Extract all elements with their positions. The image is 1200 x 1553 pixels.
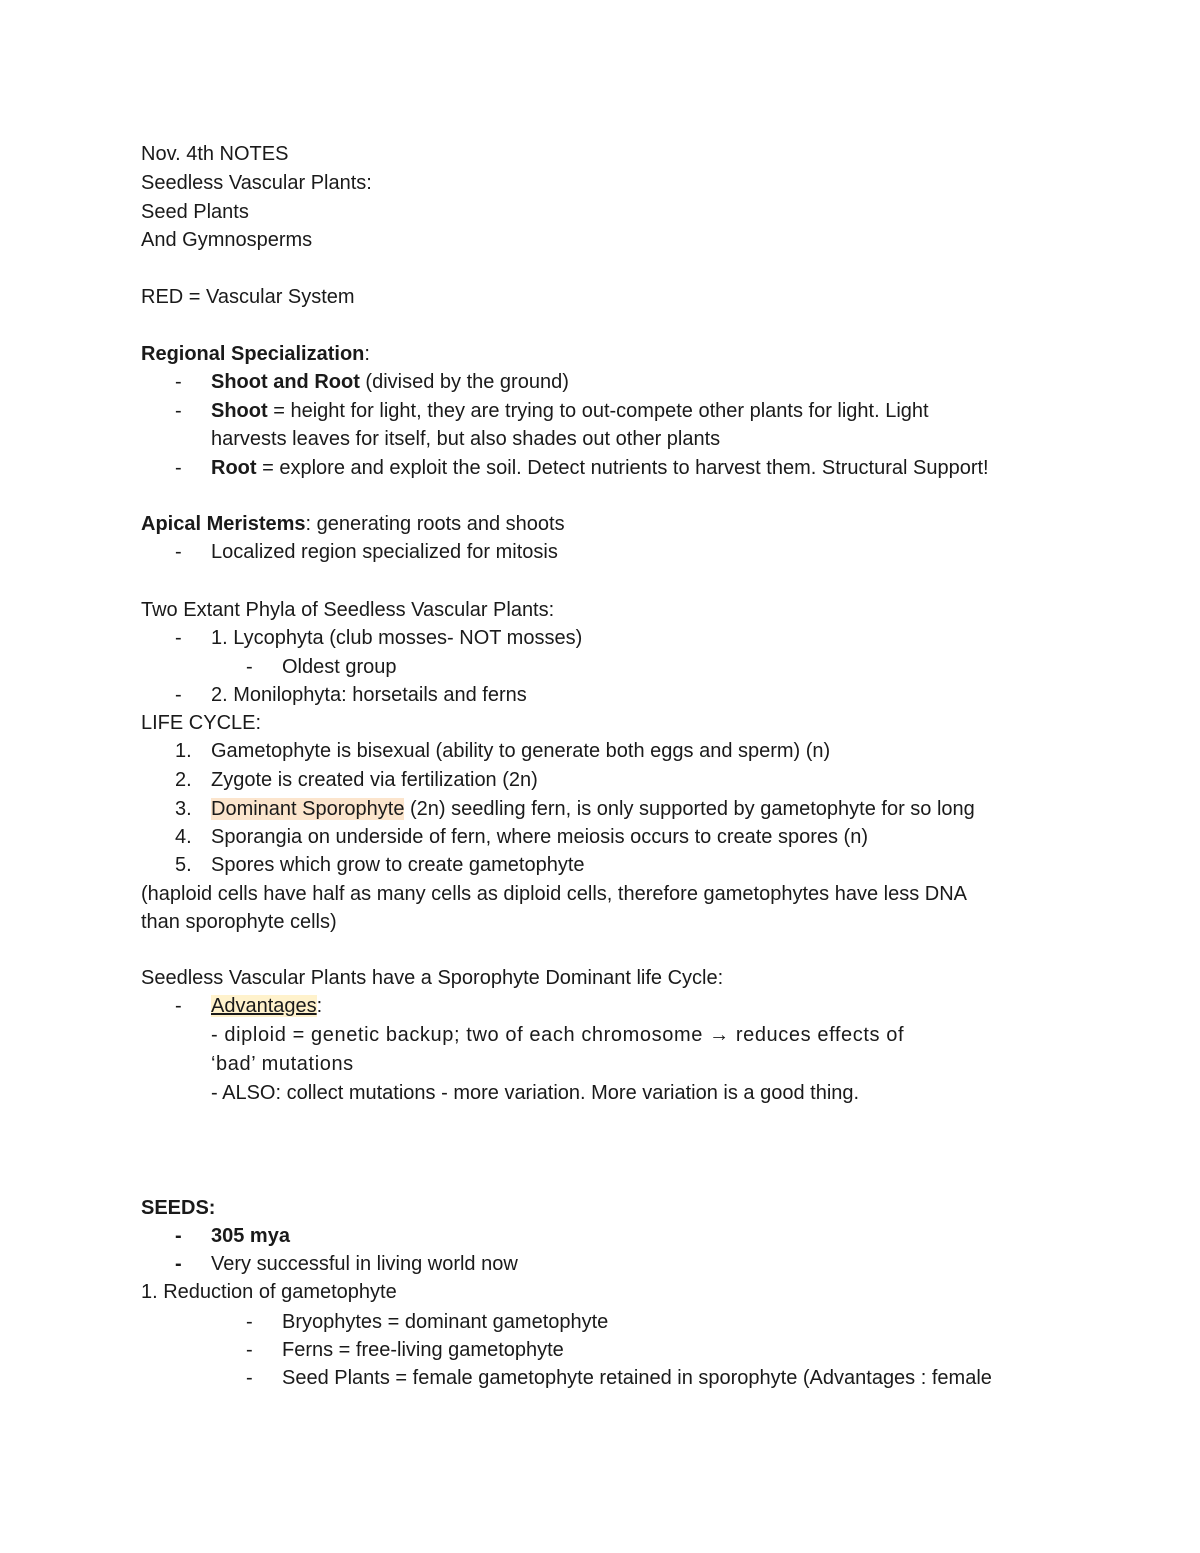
item-text: = height for light, they are trying to out-compete other plants for light. Light	[267, 400, 929, 422]
advantages-label: Advantages	[211, 995, 317, 1017]
list-item	[211, 992, 322, 1020]
list-item: 2. Monilophyta: horsetails and ferns	[211, 684, 527, 706]
list-number: 2.	[175, 769, 192, 791]
bullet-marker: -	[246, 1339, 253, 1361]
bullet-marker: -	[175, 627, 182, 649]
bullet-marker: -	[246, 1311, 253, 1333]
advantage-line-1: - diploid = genetic backup; two of each chromosome → reduces effects of	[211, 1024, 905, 1046]
list-number: 5.	[175, 854, 192, 876]
bullet-marker: -	[175, 995, 182, 1017]
apical-heading-line	[141, 510, 565, 538]
list-item	[211, 795, 975, 823]
list-item	[211, 454, 989, 482]
item-text: (divised by the ground)	[359, 371, 569, 393]
bullet-marker: -	[246, 656, 253, 678]
sub-list-item: Seed Plants = female gametophyte retained in sporophyte (Advantages : female	[282, 1367, 992, 1389]
regional-heading: Regional Specialization	[141, 343, 365, 365]
list-item: Localized region specialized for mitosis	[211, 541, 558, 563]
item-text: (2n) seedling fern, is only supported by gametophyte for so long	[404, 798, 975, 820]
apical-heading: Apical Meristems	[141, 513, 306, 535]
term-shoot-and-root: Shoot and Root	[211, 371, 360, 393]
list-number: 3.	[175, 798, 192, 820]
advantage-line-2: ‘bad’ mutations	[211, 1053, 354, 1075]
bullet-marker: -	[175, 541, 182, 563]
bullet-marker: -	[175, 371, 182, 393]
term-shoot: Shoot	[211, 400, 268, 422]
list-item: Gametophyte is bisexual (ability to generate both eggs and sperm) (n)	[211, 740, 831, 762]
list-item-continuation: harvests leaves for itself, but also shades out other plants	[211, 428, 721, 450]
notes-date: Nov. 4th NOTES	[141, 143, 289, 165]
color-legend: RED = Vascular System	[141, 286, 355, 308]
bullet-marker: -	[175, 1225, 182, 1247]
sub-list-item: Oldest group	[282, 656, 397, 678]
regional-heading-line	[141, 340, 370, 368]
phyla-heading: Two Extant Phyla of Seedless Vascular Plants:	[141, 599, 555, 621]
bullet-marker: -	[175, 457, 182, 479]
list-item: 305 mya	[211, 1225, 290, 1247]
note-line-1: (haploid cells have half as many cells as diploid cells, therefore gametophytes have less DNA	[141, 883, 967, 905]
note-line-2: than sporophyte cells)	[141, 911, 337, 933]
title-line-3: And Gymnosperms	[141, 229, 313, 251]
list-item: 1. Lycophyta (club mosses- NOT mosses)	[211, 627, 583, 649]
list-item: Spores which grow to create gametophyte	[211, 854, 585, 876]
list-item: Very successful in living world now	[211, 1253, 518, 1275]
bullet-marker: -	[246, 1367, 253, 1389]
advantage-line-3: - ALSO: collect mutations - more variation. More variation is a good thing.	[211, 1082, 860, 1104]
list-item	[211, 397, 929, 425]
advantages-colon: :	[316, 995, 323, 1017]
highlighted-term: Dominant Sporophyte	[211, 798, 405, 820]
term-root: Root	[211, 457, 257, 479]
regional-heading-colon: :	[364, 343, 370, 365]
sub-list-item: Bryophytes = dominant gametophyte	[282, 1311, 609, 1333]
bullet-marker: -	[175, 400, 182, 422]
title-line-2: Seed Plants	[141, 201, 249, 223]
list-item: Sporangia on underside of fern, where meiosis occurs to create spores (n)	[211, 826, 869, 848]
sporophyte-heading: Seedless Vascular Plants have a Sporophyte Dominant life Cycle:	[141, 967, 724, 989]
seeds-heading: SEEDS:	[141, 1197, 216, 1219]
list-item: Zygote is created via fertilization (2n)	[211, 769, 538, 791]
item-text: = explore and exploit the soil. Detect nutrients to harvest them. Structural Support!	[256, 457, 989, 479]
apical-description: : generating roots and shoots	[305, 513, 565, 535]
list-number: 4.	[175, 826, 192, 848]
reduction-heading: 1. Reduction of gametophyte	[141, 1281, 397, 1303]
bullet-marker: -	[175, 1253, 182, 1275]
title-line-1: Seedless Vascular Plants:	[141, 172, 372, 194]
bullet-marker: -	[175, 684, 182, 706]
life-cycle-heading: LIFE CYCLE:	[141, 712, 262, 734]
sub-list-item: Ferns = free-living gametophyte	[282, 1339, 564, 1361]
list-number: 1.	[175, 740, 192, 762]
list-item	[211, 368, 569, 396]
